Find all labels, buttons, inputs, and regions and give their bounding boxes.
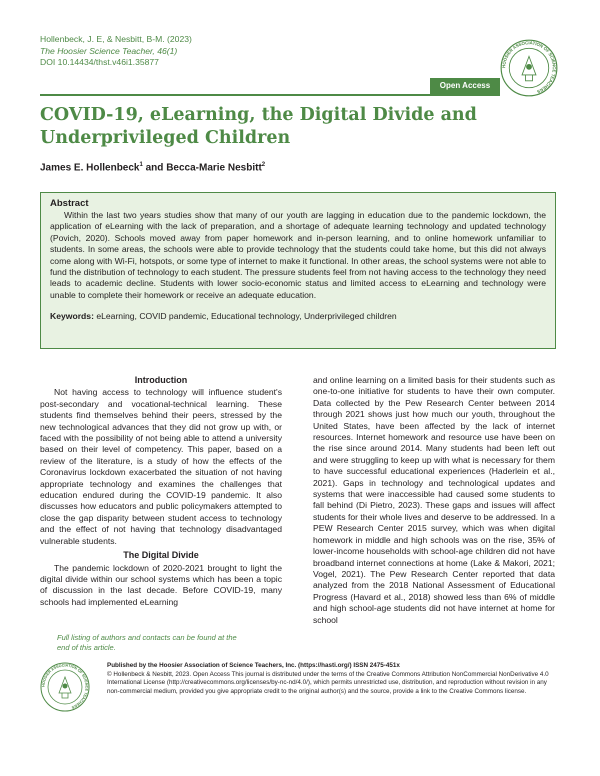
- citation-authors: Hollenbeck, J. E, & Nesbitt, B-M. (2023): [40, 34, 192, 44]
- seal-text: HOOSIER ASSOCIATION OF SCIENCE TEACHERS: [41, 663, 89, 710]
- right-column: [313, 375, 555, 626]
- license-text: © Hollenbeck & Nesbitt, 2023. Open Access This journal is distributed under the terms of the Creative Commons Attribution NonCommercial NonDerivative 4.0 International License (http://creativecommons.org/licenses/by-nc-nd/4.0/), which permits unrestricted use, distribution, and reproduction without revision in any non-commercial medium, provided you give appropriate credit to the original author(s) and the source, provide a link to the Creative Commons license.: [107, 670, 549, 695]
- open-access-badge: Open Access: [430, 78, 500, 94]
- keywords-list: eLearning, COVID pandemic, Educational technology, Underprivileged children: [93, 311, 397, 322]
- right-column-paragraph: and online learning on a limited basis for their students such as one-to-one initiative for students to have their own computer. Data collected by the Pew Research Center between 2014 through 2021 shows just how much our youth, throughout the United States, have been affected by the lack of internet resources. Internet homework and resource use have been on the rise since around 2014. Many students had been left out and were struggling to keep up with what is necessary for them to have successful educational experiences (Haderlein et al., 2021). Gaps in technology and technological updates and systems that were inaccessible had caused some students to fall behind (Di Pietro, 2023). These gaps and issues will affect students for their whole lives and deserve to be addressed. In a PEW Research Center 2015 survey, which was when digital homework in middle and high schools was on the rise, 35% of lower-income households with school-age children did not have broadband internet connections at home (Lake & Makori, 2021; Vogel, 2021). The Pew Research Center reported that data analyzed from the 2018 National Assessment of Educational Progress (Havard et al., 2018) showed less than 6% of middle and high school-age students did not have internet at home for school: [313, 375, 555, 625]
- author-list: [40, 162, 265, 173]
- hasti-seal-logo-footer: [40, 662, 90, 712]
- left-column: [40, 375, 282, 608]
- author-separator: and: [142, 162, 167, 174]
- publisher-line: Published by the Hoosier Association of Science Teachers, Inc. (https://hasti.org/) ISSN 2475-451x: [107, 662, 400, 669]
- author-affiliation-mark: 2: [261, 162, 266, 168]
- abstract-box: [40, 192, 556, 349]
- author-name: James E. Hollenbeck: [40, 162, 140, 174]
- author-name: Becca-Marie Nesbitt: [166, 162, 262, 174]
- digital-divide-heading: The Digital Divide: [123, 550, 199, 561]
- article-title: COVID-19, eLearning, the Digital Divide and Underprivileged Children: [40, 105, 477, 148]
- citation-journal: The Hoosier Science Teacher, 46(1): [40, 45, 178, 56]
- hasti-seal-logo: [500, 39, 558, 97]
- introduction-heading: Introduction: [134, 375, 188, 385]
- keywords-label: Keywords:: [50, 311, 94, 322]
- digital-divide-paragraph: The pandemic lockdown of 2020-2021 brought to light the digital divide within our school systems which has been a topic of discussion in the last decade. Before COVID-19, many schools had implemented eLearning: [40, 562, 282, 607]
- keywords-line: [50, 311, 546, 321]
- seal-text: HOOSIER ASSOCIATION OF SCIENCE TEACHERS: [501, 40, 557, 95]
- page-footer: [107, 662, 557, 696]
- author-affiliation-mark: 1: [139, 162, 143, 168]
- abstract-text: Within the last two years studies show that many of our youth are lagging in education due to the pandemic lockdown, the application of eLearning with the lack of preparation, and a shortage of adequate learning technology and updated technology (Povich, 2020). Schools moved away from paper homework and in-person learning, and to online homework unfamiliar to students. In some areas, the schools were able to provide technology that the students could take home, but this did not always come along with Wi-Fi, hotspots, or some type of internet to make it functional. In other areas, the school systems were not able to fund the distribution of technology to each student. The pressure students feel from not having access to the technology they need leads to academic decline. Students with lower socio-economic status and limited access to eLearning and technology were unable to complete their homework or receive an adequate education.: [50, 210, 546, 300]
- open-access-bar: [40, 78, 500, 96]
- citation-block: [40, 34, 192, 69]
- citation-doi[interactable]: DOI 10.14434/thst.v46i1.35877: [40, 57, 159, 67]
- abstract-heading: Abstract: [50, 198, 89, 209]
- author-listing-note: Full listing of authors and contacts can be found at the end of this article.: [57, 633, 237, 652]
- introduction-paragraph: Not having access to technology will influence student's post-secondary and vocational-technical learning. These students find themselves behind their peers, stressed by the new technological advances that they did not grow up with, or faced with the possibility of not being able to attend a university based on their level of competency. This paper, based on a review of the literature, is a study of how the effects of the Coronavirus lockdown exacerbated the situation of not having appropriate technology and examines the challenges that education endured during the COVID-19 pandemic. It also discusses how educators and public policymakers attempted to close the gap disparity between student access to technology and the effect of not having that technology disadvantaged vulnerable students.: [40, 387, 282, 546]
